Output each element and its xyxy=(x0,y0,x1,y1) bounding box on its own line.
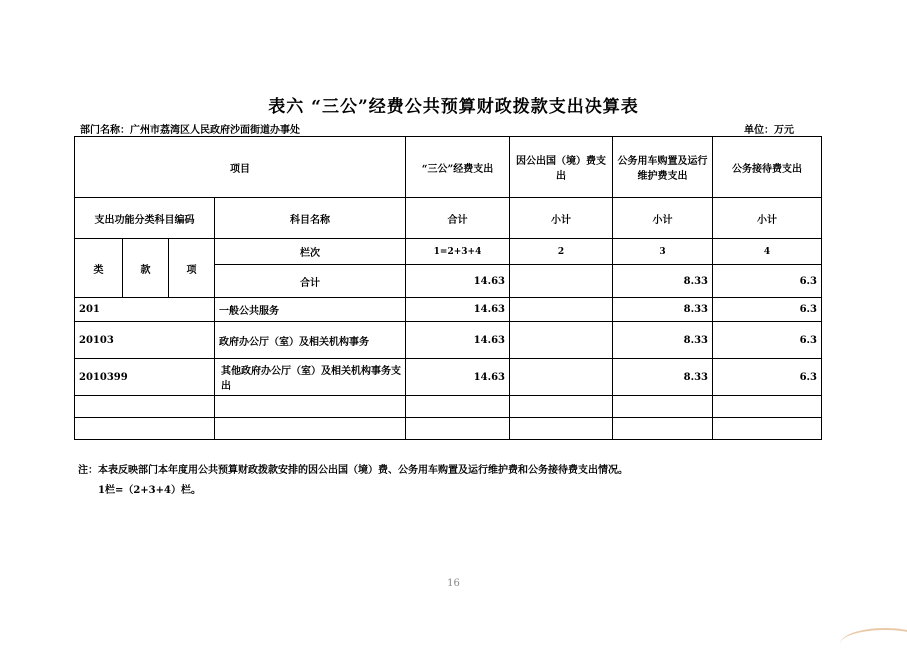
empty-row xyxy=(75,396,822,418)
lanci-label: 栏次 xyxy=(215,239,406,265)
row-reception: 6.3 xyxy=(713,298,822,322)
col-lei: 类 xyxy=(75,239,123,298)
table-title: 表六 “三公”经费公共预算财政拨款支出决算表 xyxy=(268,97,639,117)
header-total: “三公”经费支出 xyxy=(406,137,510,198)
row-total: 14.63 xyxy=(406,322,510,359)
subtotal-reception: 小计 xyxy=(713,198,822,239)
decorative-curve xyxy=(840,628,907,660)
row-code: 20103 xyxy=(75,322,215,359)
row-abroad xyxy=(510,359,613,396)
row-reception: 6.3 xyxy=(713,359,822,396)
total-row-abroad xyxy=(510,265,613,298)
total-row-label: 合计 xyxy=(215,265,406,298)
header-item: 项目 xyxy=(75,137,406,198)
code-label: 支出功能分类科目编码 xyxy=(75,198,215,239)
expenditure-table xyxy=(74,136,822,440)
table-row xyxy=(75,298,822,322)
empty-row xyxy=(75,418,822,440)
name-label: 科目名称 xyxy=(215,198,406,239)
col-kuan: 款 xyxy=(123,239,169,298)
index-3: 3 xyxy=(613,239,713,265)
row-abroad xyxy=(510,322,613,359)
subtotal-abroad: 小计 xyxy=(510,198,613,239)
table-row xyxy=(75,359,822,396)
header-abroad: 因公出国（境）费支出 xyxy=(510,137,613,198)
row-vehicle: 8.33 xyxy=(613,359,713,396)
row-name: 一般公共服务 xyxy=(215,298,406,322)
index-2: 2 xyxy=(510,239,613,265)
row-vehicle: 8.33 xyxy=(613,322,713,359)
total-row-total: 14.63 xyxy=(406,265,510,298)
table-row xyxy=(75,322,822,359)
row-vehicle: 8.33 xyxy=(613,298,713,322)
row-total: 14.63 xyxy=(406,359,510,396)
total-row-reception: 6.3 xyxy=(713,265,822,298)
row-name: 政府办公厅（室）及相关机构事务 xyxy=(215,322,406,359)
row-code: 201 xyxy=(75,298,215,322)
index-4: 4 xyxy=(713,239,822,265)
row-name: 其他政府办公厅（室）及相关机构事务支出 xyxy=(215,359,406,396)
col-xiang: 项 xyxy=(169,239,215,298)
row-abroad xyxy=(510,298,613,322)
footnote: 注：本表反映部门本年度用公共预算财政拨款安排的因公出国（境）费、公务用车购置及运行维护费和公务接待费支出情况。 xyxy=(78,465,628,476)
department-name: 部门名称：广州市荔湾区人民政府沙面街道办事处 xyxy=(80,125,300,136)
row-total: 14.63 xyxy=(406,298,510,322)
row-code: 2010399 xyxy=(75,359,215,396)
unit-label: 单位：万元 xyxy=(744,125,794,136)
header-reception: 公务接待费支出 xyxy=(713,137,822,198)
page-number: 16 xyxy=(447,578,460,589)
row-reception: 6.3 xyxy=(713,322,822,359)
header-vehicle: 公务用车购置及运行维护费支出 xyxy=(613,137,713,198)
sum-label: 合计 xyxy=(406,198,510,239)
footnote-formula: 1栏=（2+3+4）栏。 xyxy=(98,485,201,496)
subtotal-vehicle: 小计 xyxy=(613,198,713,239)
index-total: 1=2+3+4 xyxy=(406,239,510,265)
total-row-vehicle: 8.33 xyxy=(613,265,713,298)
